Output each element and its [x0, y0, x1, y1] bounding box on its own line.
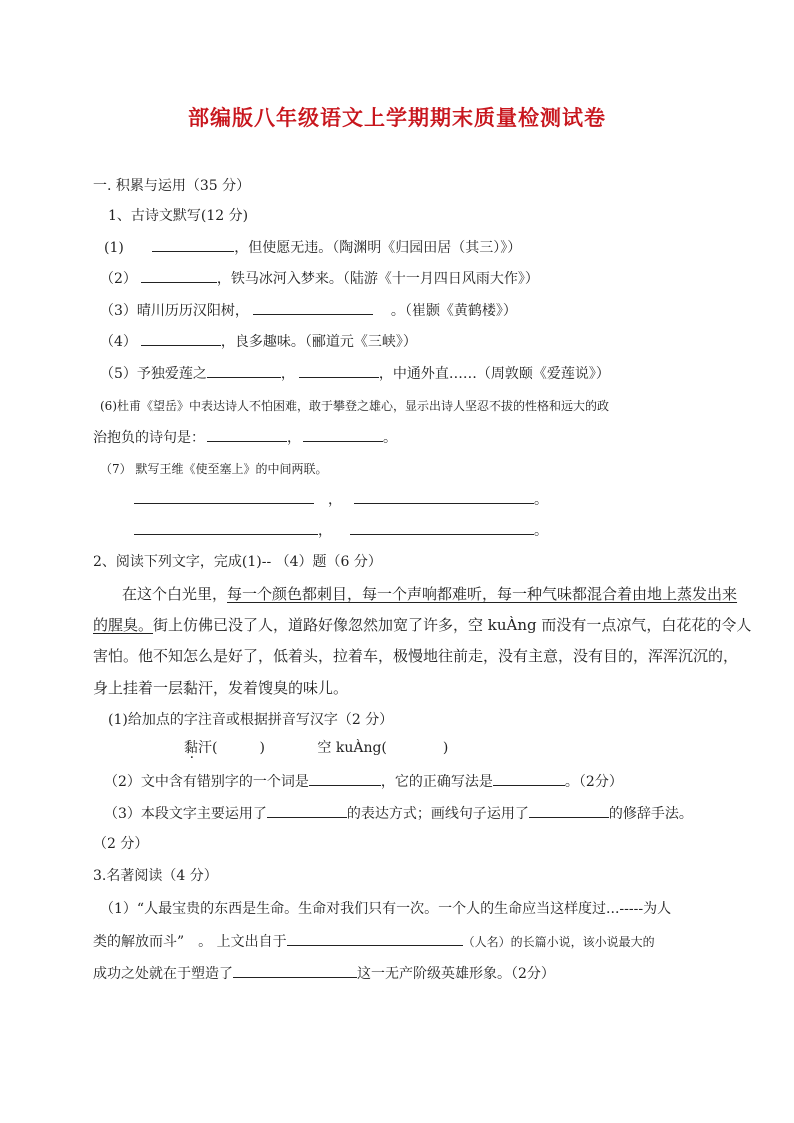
page-title: 部编版八年级语文上学期期末质量检测试卷: [188, 106, 606, 130]
q7-line-1: [134, 489, 548, 510]
section3-heading: 3.名著阅读（4 分）: [93, 868, 218, 884]
section2-heading: 2、阅读下列文字，完成(1)-- （4）题（6 分）: [93, 554, 382, 570]
answer-blank[interactable]: [267, 803, 347, 818]
answer-blank[interactable]: [287, 931, 463, 946]
answer-blank[interactable]: [299, 363, 379, 378]
q6-prompt: 治抱负的诗句是：: [93, 430, 205, 446]
passage-line-2: [93, 615, 751, 635]
poem-num: (1): [104, 240, 124, 256]
comma: ，: [328, 492, 342, 508]
period: 。: [534, 523, 548, 539]
sub1-item-a: 汗( ): [198, 740, 265, 756]
poem-line-4: [100, 331, 417, 352]
passage-line-4: 身上挂着一层黏汗，发着馊臭的味儿。: [93, 679, 349, 697]
section1-heading: 一. 积累与运用（35 分）: [93, 178, 251, 194]
sub3-end: 的修辞手法。: [608, 806, 693, 822]
poem-text: ，铁马冰河入梦来。（陆游《十一月四日风雨大作》）: [216, 271, 539, 287]
poem-num: （4）: [100, 334, 137, 350]
passage-text: 街上仿佛已没了人，道路好像忽然加宽了许多，空 kuÀng 而没有一点凉气，白花花的令人: [153, 616, 752, 634]
answer-blank[interactable]: [141, 268, 217, 283]
sub1-items: [184, 738, 448, 758]
answer-blank[interactable]: [309, 771, 381, 786]
sub3-mid: 的表达方式；画线句子运用了: [346, 806, 529, 822]
sub1-prompt: (1)给加点的字注音或根据拼音写汉字（2 分）: [108, 712, 394, 728]
sub2-line: [104, 771, 623, 792]
q6-line-2: [93, 427, 397, 448]
poem-text: ，但使愿无违。（陶渊明《归园田居（其三）》）: [234, 240, 522, 256]
answer-blank[interactable]: [303, 427, 383, 442]
poem-line-2: [100, 268, 539, 289]
answer-blank[interactable]: [207, 427, 287, 442]
sub2-end: 。（2分）: [564, 774, 623, 790]
period: 。: [383, 430, 397, 446]
answer-blank[interactable]: [493, 771, 565, 786]
q6-line-1: (6)杜甫《望岳》中表达诗人不怕困难，敢于攀登之雄心，显示出诗人坚忍不拔的性格和远大的政: [100, 399, 610, 413]
dotted-char: 黏: [184, 740, 198, 756]
sub2-mid: ，它的正确写法是: [380, 774, 493, 790]
poem-line-1: [104, 237, 521, 258]
period: 。: [534, 492, 548, 508]
sub3-score: （2 分）: [93, 836, 149, 852]
hero-end: 这一无产阶级英雄形象。（2分）: [357, 966, 555, 982]
poem-text: ，中通外直……（周敦颐《爱莲说》）: [378, 366, 610, 382]
poem-num: （3）晴川历历汉阳树，: [100, 303, 249, 319]
passage-line-3: 害怕。他不知怎么是好了，低着头，拉着车，极慢地往前走，没有主意，没有目的，浑浑沉沉的，: [93, 647, 739, 665]
quote-end: 类的解放而斗” 。 上文出自于: [93, 934, 287, 950]
answer-blank[interactable]: [253, 300, 373, 315]
section3-line-2: [93, 931, 655, 952]
poem-line-3: [100, 300, 517, 321]
poem-text: ，良多趣味。（郦道元《三峡》）: [220, 334, 417, 350]
comma: ，: [318, 523, 332, 539]
poem-text: 。（崔颢《黄鹤楼》）: [390, 303, 517, 319]
passage-line-1: [122, 584, 737, 604]
answer-blank[interactable]: [141, 331, 221, 346]
answer-blank[interactable]: [233, 963, 357, 978]
comma: ，: [280, 366, 295, 382]
underlined-sentence: 每一个颜色都刺目，每一个声响都难听，每一种气味都混合着由地上蒸发出来: [227, 585, 738, 603]
q7-line-2: [134, 520, 548, 541]
answer-blank[interactable]: [350, 520, 534, 535]
poem-num: （5）予独爱莲之: [100, 366, 207, 382]
q7-prompt: （7） 默写王维《使至塞上》的中间两联。: [100, 462, 328, 476]
sub3-line: [104, 803, 693, 824]
sub1-item-b: 空 kuÀng( ): [317, 740, 449, 756]
answer-blank[interactable]: [134, 489, 314, 504]
answer-blank[interactable]: [152, 237, 234, 252]
author-prompt: （人名）的长篇小说，该小说最大的: [462, 935, 655, 949]
answer-blank[interactable]: [354, 489, 534, 504]
sub2-prompt: （2）文中含有错别字的一个词是: [104, 774, 309, 790]
section3-line-3: [93, 963, 555, 984]
hero-prompt: 成功之处就在于塑造了: [93, 966, 233, 982]
sub3-prompt: （3）本段文字主要运用了: [104, 806, 267, 822]
underlined-sentence: 的腥臭。: [93, 616, 154, 634]
q1-heading: 1、古诗文默写(12 分): [108, 208, 249, 224]
comma: ，: [287, 430, 301, 446]
section3-line-1: （1）“人最宝贵的东西是生命。生命对我们只有一次。一个人的生命应当这样度过...-----为人: [100, 901, 672, 917]
answer-blank[interactable]: [529, 803, 609, 818]
answer-blank[interactable]: [134, 520, 318, 535]
poem-num: （2）: [100, 271, 137, 287]
passage-text: 在这个白光里，: [122, 585, 228, 603]
poem-line-5: [100, 363, 610, 384]
answer-blank[interactable]: [207, 363, 281, 378]
